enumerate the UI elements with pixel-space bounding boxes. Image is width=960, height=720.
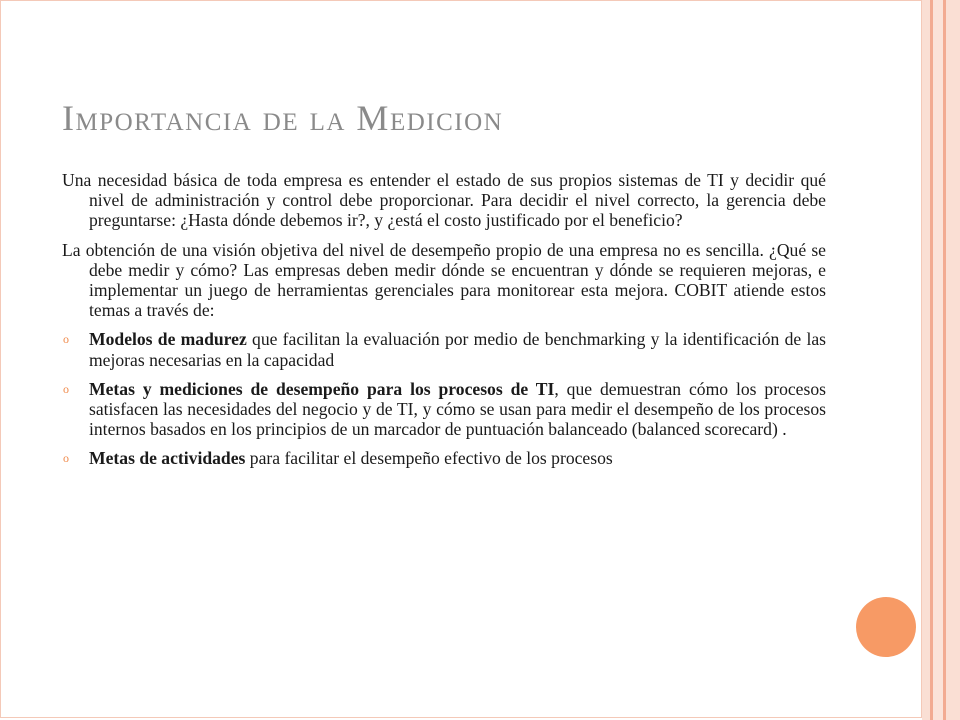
paragraph-cobit: La obtención de una visión objetiva del nivel de desempeño propio de una empresa no es sencilla. ¿Qué se debe medir y cómo? Las empresas deben medir dónde se encuentran y dónde se requieren mejoras, e implementar un juego de herramientas gerenciales para monitorear esta mejora. COBIT atiende estos temas a través de: — [62, 239, 826, 321]
bullet-item-performance-metrics — [62, 379, 826, 440]
slide-body — [62, 170, 826, 478]
decorative-stripe — [933, 0, 943, 720]
bullet-bold-text: Modelos de madurez — [89, 329, 247, 350]
bullet-text: que facilitan la evaluación por medio de benchmarking y la identificación de las mejoras necesarias en la capacidad — [89, 329, 826, 370]
bullet-bold-text: Metas de actividades — [89, 448, 246, 469]
bullet-text: para facilitar el desempeño efectivo de los procesos — [245, 448, 613, 469]
slide-title: Importancia de la Medicion — [62, 98, 504, 138]
bullet-circle-icon: o — [63, 332, 69, 347]
bullet-bold-text: Metas y mediciones de desempeño para los procesos de TI — [89, 378, 555, 399]
bullet-text: , que demuestran cómo los procesos satisfacen las necesidades del negocio y de TI, y cómo se usan para medir el desempeño de los procesos internos basados en los principios de un marcador de puntuación balanceado (balanced scorecard) . — [89, 378, 826, 440]
decorative-stripe — [922, 0, 930, 720]
decorative-orange-circle — [856, 597, 916, 657]
bullet-item-maturity-models — [62, 329, 826, 369]
paragraph-intro: Una necesidad básica de toda empresa es entender el estado de sus propios sistemas de TI y decidir qué nivel de administración y control debe proporcionar. Para decidir el nivel correcto, la gerencia debe preguntarse: ¿Hasta dónde debemos ir?, y ¿está el costo justificado por el beneficio? — [62, 170, 826, 231]
bullet-item-activity-goals — [62, 448, 826, 468]
bullet-circle-icon: o — [63, 381, 69, 396]
decorative-stripe — [946, 0, 960, 720]
bullet-circle-icon: o — [63, 451, 69, 466]
